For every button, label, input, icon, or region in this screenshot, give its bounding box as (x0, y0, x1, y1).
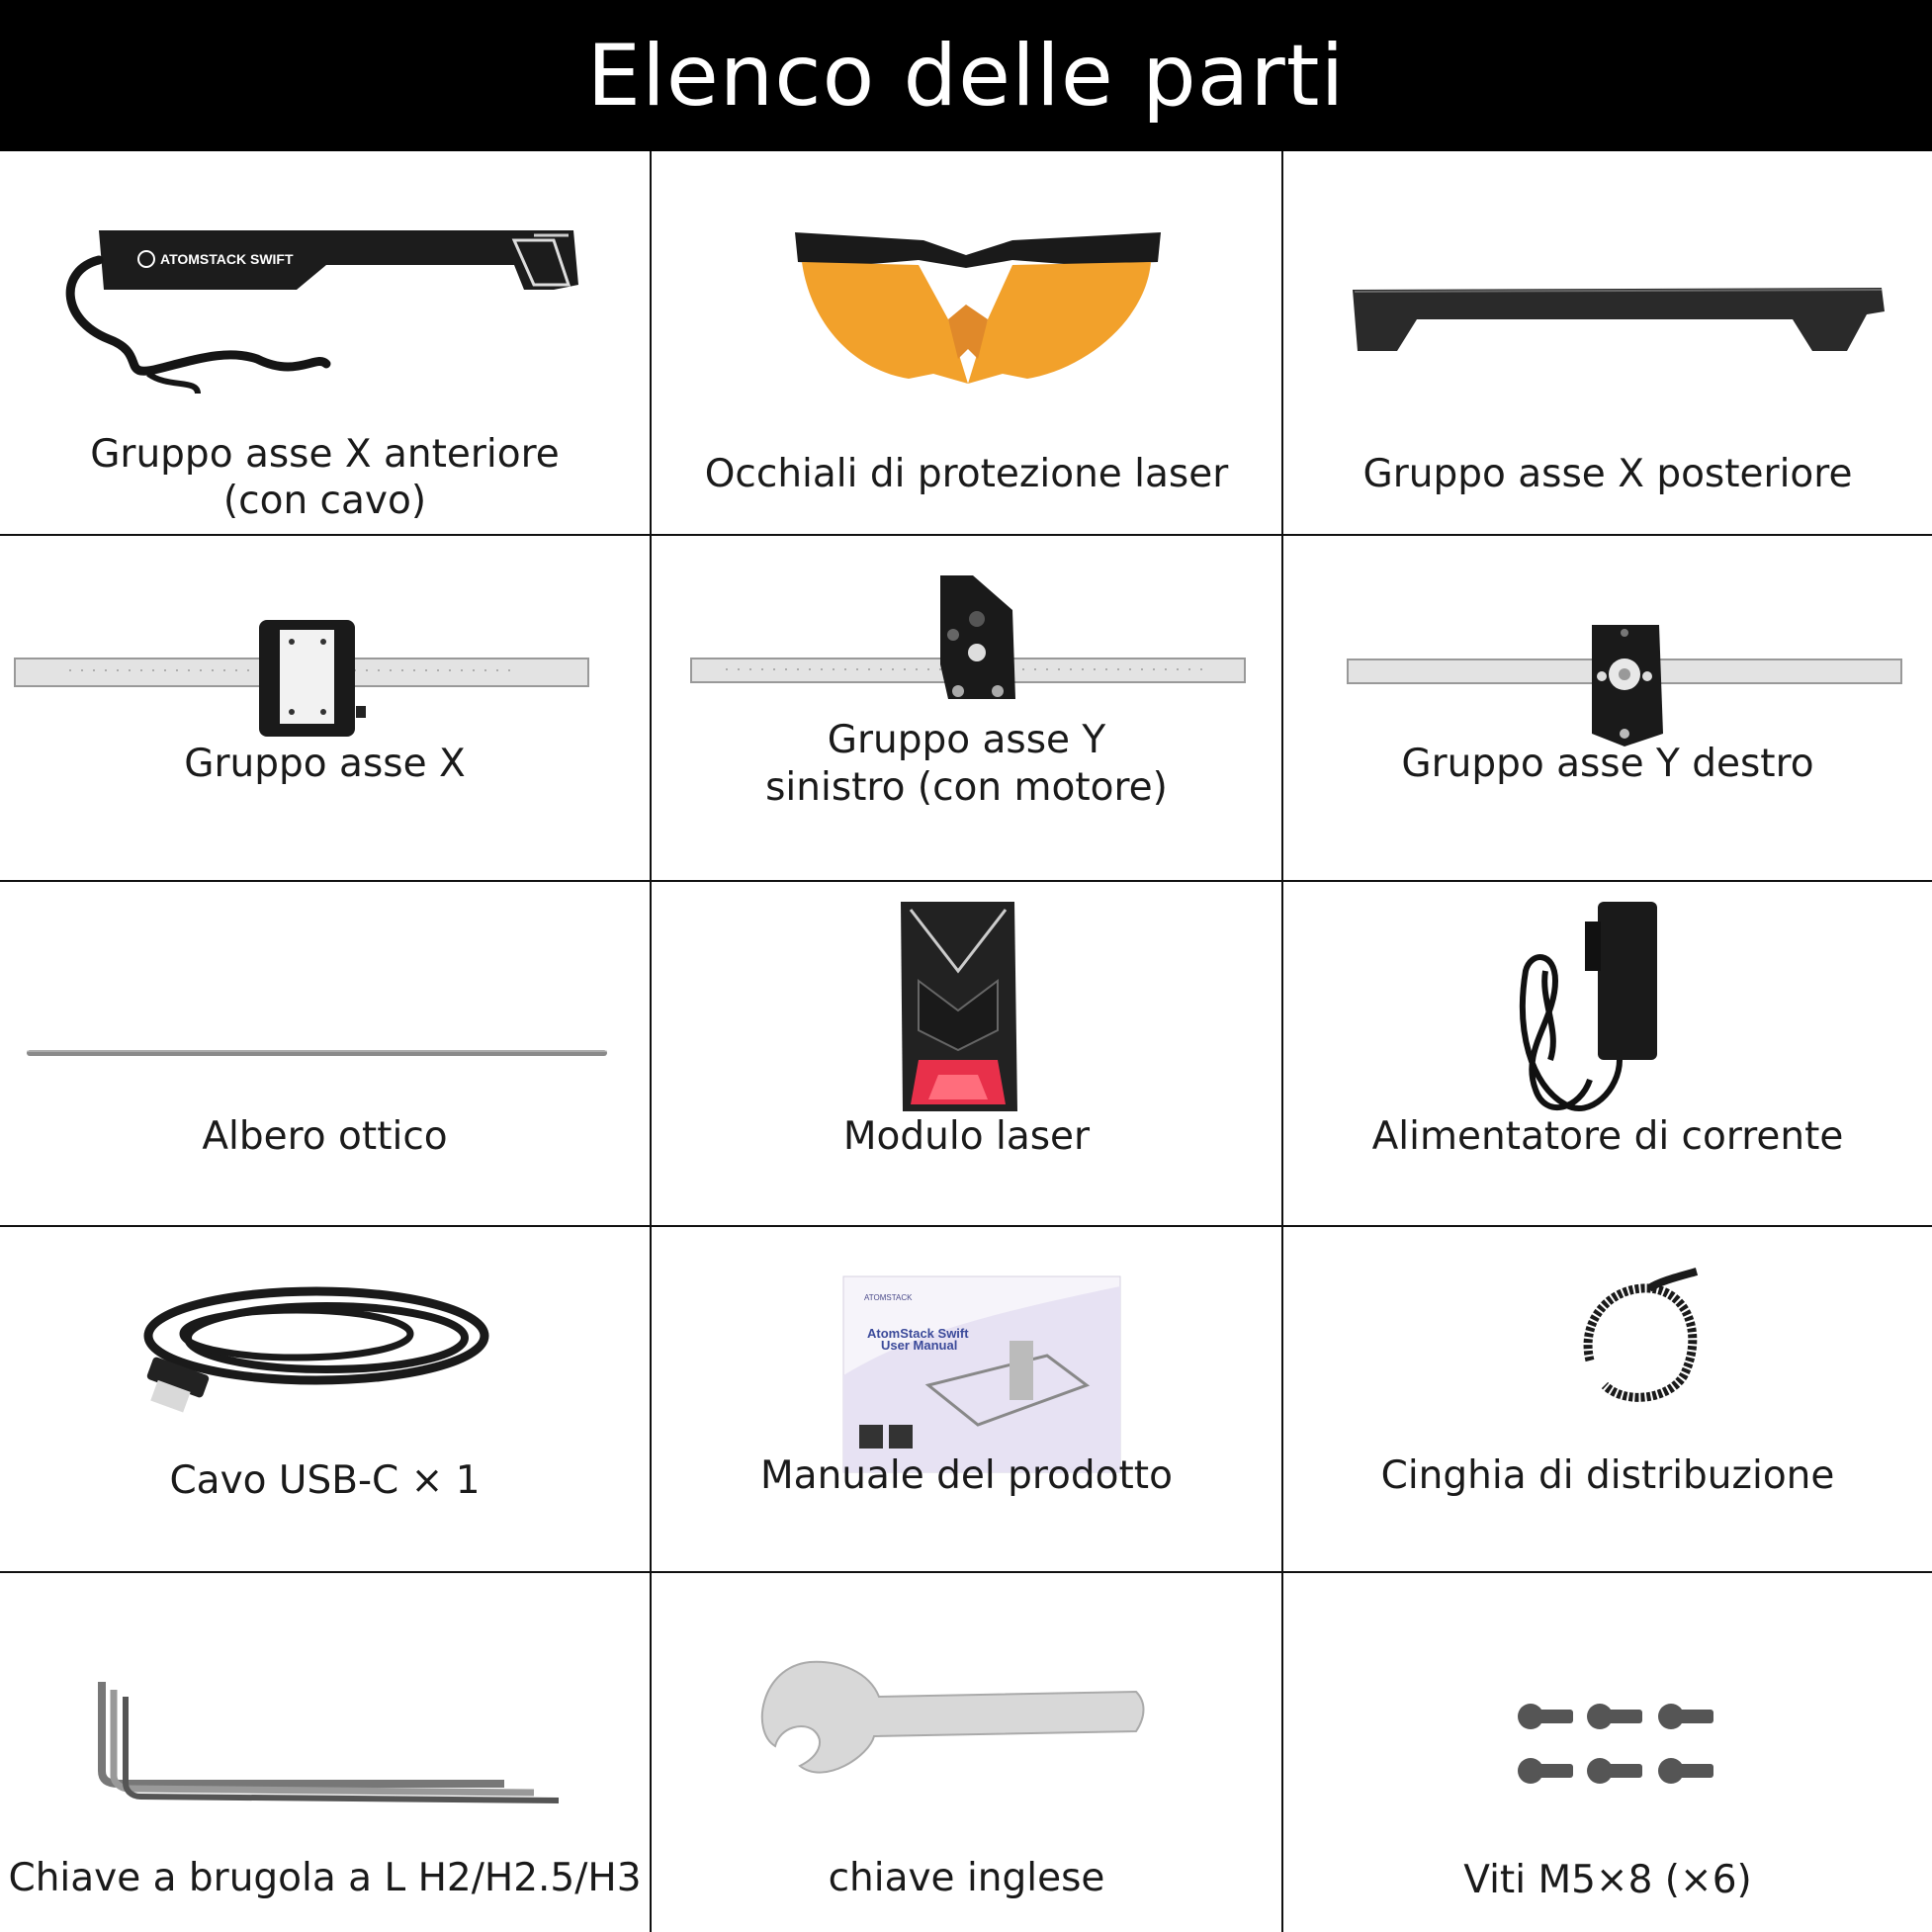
part-label: Gruppo asse X (184, 742, 466, 786)
part-cell-x-axis (0, 536, 650, 880)
part-label: Modulo laser (842, 1114, 1091, 1159)
part-cell-rear-x-axis (1283, 151, 1932, 534)
part-cell-hex-keys (0, 1573, 650, 1932)
part-label: Alimentatore di corrente (1371, 1114, 1844, 1159)
part-cell-usb-cable (0, 1227, 650, 1571)
parts-grid (0, 151, 1932, 1932)
part-cell-laser-module (652, 882, 1281, 1225)
part-label: Viti M5×8 (×6) (1463, 1858, 1752, 1902)
part-label: Cinghia di distribuzione (1380, 1453, 1835, 1498)
brand-logo: ATOMSTACK SWIFT (160, 251, 294, 267)
part-cell-optical-shaft (0, 882, 650, 1225)
manual-title: AtomStack Swift (867, 1326, 969, 1341)
part-label: Occhiali di protezione laser (704, 452, 1229, 496)
part-cell-wrench (652, 1573, 1281, 1932)
part-label: Albero ottico (202, 1114, 448, 1159)
part-cell-timing-belt (1283, 1227, 1932, 1571)
manual-subtitle: User Manual (881, 1338, 958, 1353)
laser-module-icon (652, 882, 1281, 1225)
part-label: Gruppo asse X anteriore (90, 432, 560, 477)
page-header (0, 0, 1932, 151)
part-cell-left-y-axis (652, 536, 1281, 880)
usb-cable-icon (0, 1227, 650, 1571)
part-cell-power-adapter (1283, 882, 1932, 1225)
manual-booklet-icon (652, 1227, 1281, 1571)
part-label: chiave inglese (828, 1856, 1105, 1900)
part-label: Cavo USB-C × 1 (169, 1458, 481, 1503)
right-y-axis-icon (1283, 536, 1932, 880)
power-adapter-icon (1283, 882, 1932, 1225)
part-cell-screws (1283, 1573, 1932, 1932)
part-cell-glasses (652, 151, 1281, 534)
timing-belt-icon (1283, 1227, 1932, 1571)
part-cell-manual (652, 1227, 1281, 1571)
part-cell-right-y-axis (1283, 536, 1932, 880)
left-y-axis-motor-icon (652, 536, 1281, 880)
part-label: Gruppo asse Y destro (1401, 742, 1814, 786)
part-label: Gruppo asse Y (827, 718, 1106, 762)
part-label: Gruppo asse X posteriore (1362, 452, 1853, 496)
part-label: Chiave a brugola a L H2/H2.5/H3 (8, 1856, 642, 1900)
part-label-secondary: (con cavo) (222, 479, 427, 523)
part-label: Manuale del prodotto (760, 1453, 1173, 1498)
part-label-secondary: sinistro (con motore) (765, 765, 1168, 810)
optical-shaft-icon (0, 882, 650, 1225)
part-cell-front-x-axis (0, 151, 650, 534)
page-title: Elenco delle parti (586, 26, 1346, 126)
x-axis-slider-icon (0, 536, 650, 880)
manual-brand: ATOMSTACK (864, 1293, 913, 1302)
